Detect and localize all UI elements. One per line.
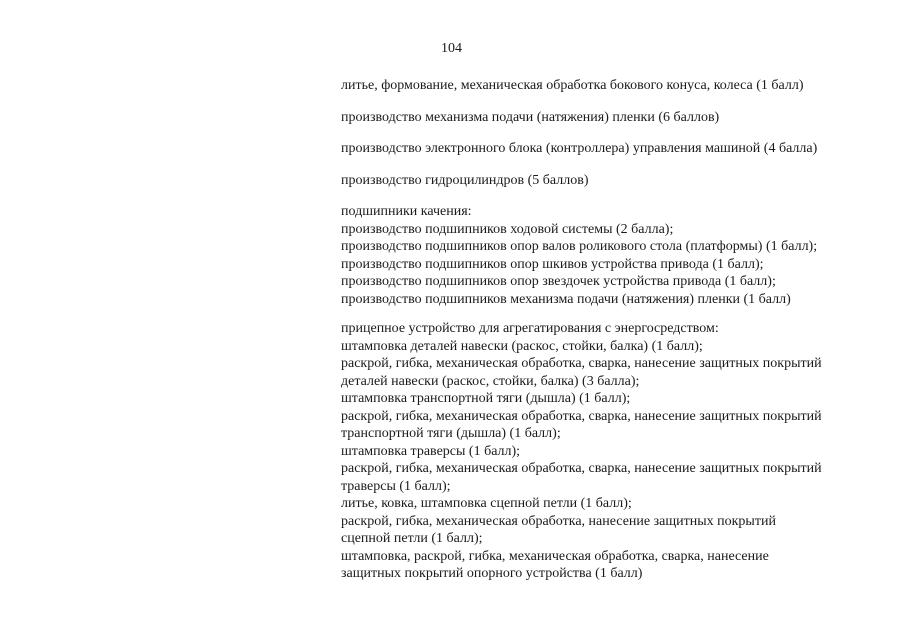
hitch-line: штамповка деталей навески (раскос, стойки, балка) (1 балл); — [341, 338, 703, 354]
paragraph-controller: производство электронного блока (контроллера) управления машиной (4 балла) — [341, 141, 818, 156]
hitch-line: раскрой, гибка, механическая обработка, сварка, нанесение защитных покрытий — [341, 461, 822, 476]
bearings-section — [341, 203, 881, 308]
bearings-line: производство подшипников опор шкивов устройства привода (1 балл); — [341, 256, 764, 272]
paragraph-hydraulic-cylinders: производство гидроцилиндров (5 баллов) — [341, 172, 589, 188]
document-body — [341, 77, 881, 595]
hitch-line: штамповка, раскрой, гибка, механическая обработка, сварка, нанесение — [341, 548, 769, 564]
hitch-line: защитных покрытий опорного устройства (1 балл) — [341, 566, 643, 581]
paragraph-film-feed: производство механизма подачи (натяжения) пленки (6 баллов) — [341, 109, 720, 125]
hitch-line: раскрой, гибка, механическая обработка, сварка, нанесение защитных покрытий — [341, 408, 822, 424]
hitch-line: траверсы (1 балл); — [341, 478, 451, 494]
bearings-line: производство подшипников ходовой системы (2 балла); — [341, 221, 674, 237]
hitch-line: штамповка транспортной тяги (дышла) (1 балл); — [341, 391, 631, 406]
hitch-line: литье, ковка, штамповка сцепной петли (1 балл); — [341, 496, 632, 511]
paragraph-cone-wheel: литье, формование, механическая обработка бокового конуса, колеса (1 балл) — [341, 78, 804, 93]
bearings-heading: подшипники качения: — [341, 204, 472, 219]
hitch-line: раскрой, гибка, механическая обработка, сварка, нанесение защитных покрытий — [341, 356, 822, 371]
page-number: 104 — [441, 41, 462, 56]
bearings-line: производство подшипников механизма подачи (натяжения) пленки (1 балл) — [341, 291, 791, 307]
bearings-line: производство подшипников опор звездочек устройства привода (1 балл); — [341, 274, 776, 289]
hitch-line: раскрой, гибка, механическая обработка, нанесение защитных покрытий — [341, 513, 776, 529]
hitch-line: сцепной петли (1 балл); — [341, 531, 483, 546]
hitch-line: штамповка траверсы (1 балл); — [341, 443, 521, 459]
hitch-line: деталей навески (раскос, стойки, балка) (3 балла); — [341, 373, 640, 389]
hitch-section — [341, 320, 881, 583]
hitch-line: транспортной тяги (дышла) (1 балл); — [341, 426, 561, 441]
hitch-heading: прицепное устройство для агрегатирования с энергосредством: — [341, 321, 719, 336]
bearings-line: производство подшипников опор валов роликового стола (платформы) (1 балл); — [341, 239, 818, 254]
